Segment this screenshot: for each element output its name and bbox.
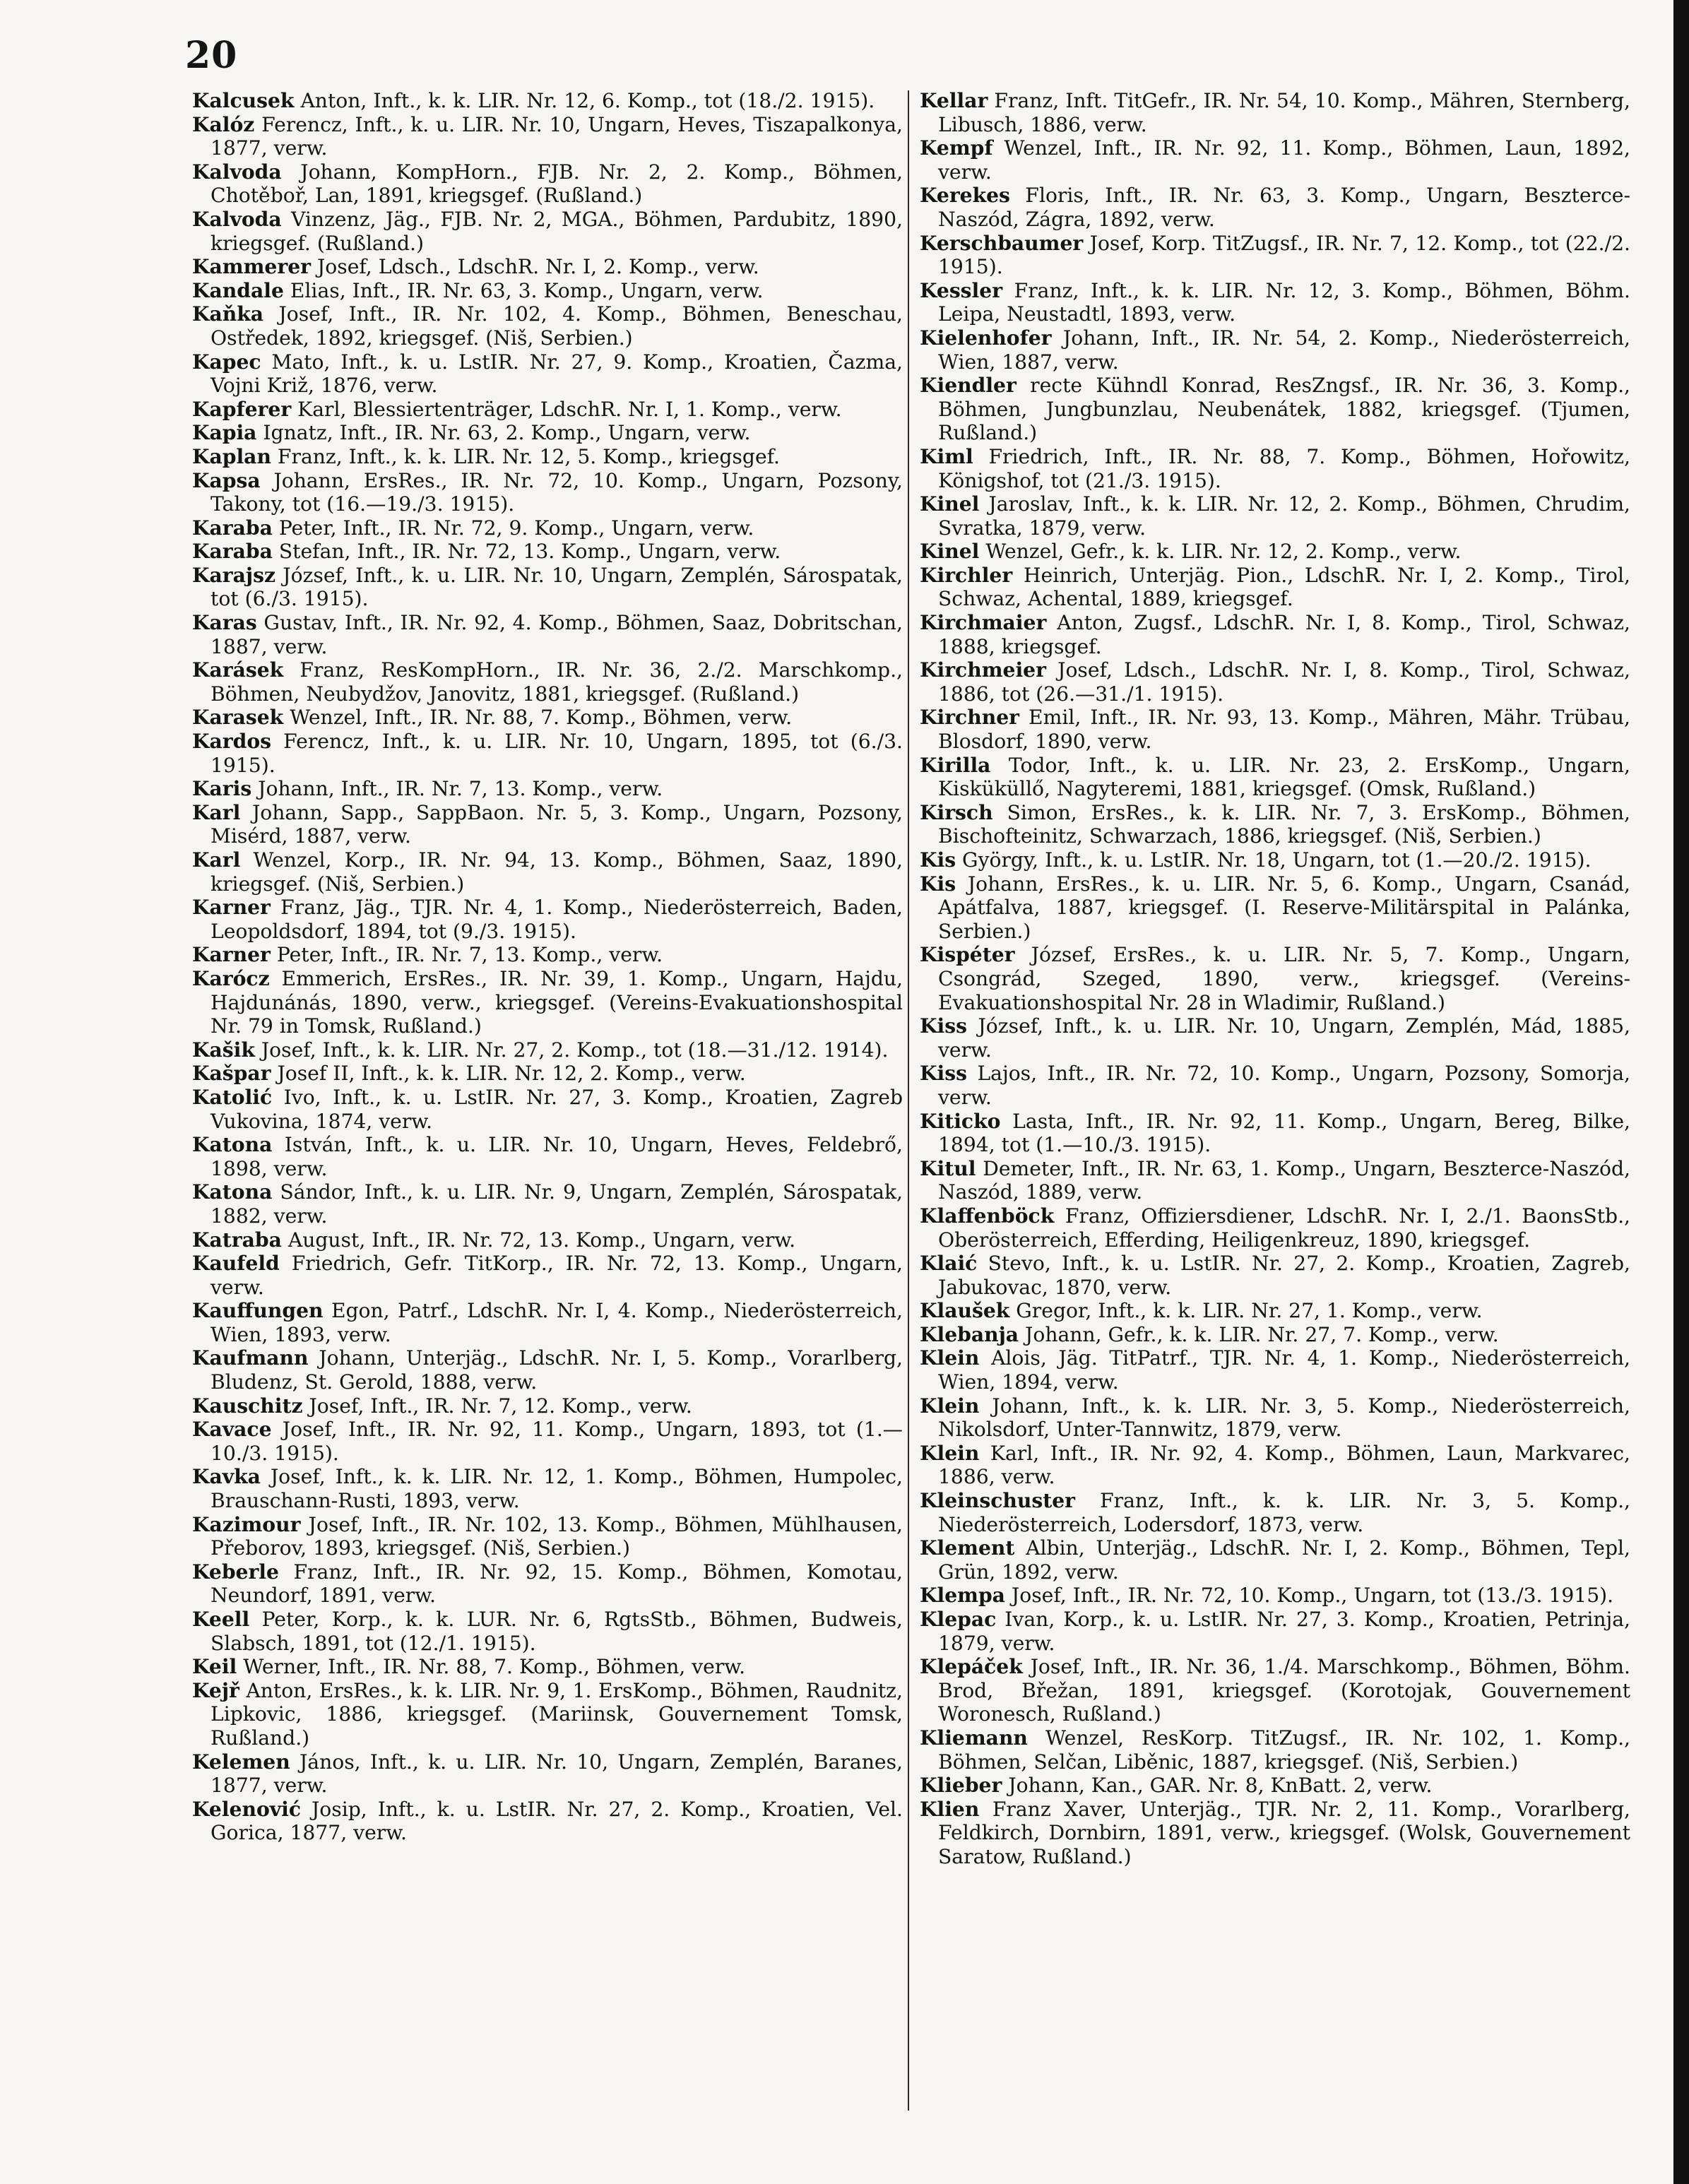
entry-surname: Kinel (920, 492, 980, 516)
entry-details: Anton, ErsRes., k. k. LIR. Nr. 9, 1. ErsKomp., Böhmen, Raudnitz, Lipkovic, 1886, kriegsgef. (Mariinsk, Gouvernement Tomsk, Rußland.) (211, 1678, 903, 1750)
register-entry (920, 89, 1630, 136)
entry-details: Johann, KompHorn., FJB. Nr. 2, 2. Komp., Böhmen, Chotěboř, Lan, 1891, kriegsgef. (Rußland.) (211, 160, 903, 208)
register-entry (192, 1180, 903, 1228)
entry-details: Josef II, Inft., k. k. LIR. Nr. 12, 2. Komp., verw. (277, 1062, 746, 1086)
entry-details: Karl, Blessiertenträger, LdschR. Nr. I, 1. Komp., verw. (297, 397, 842, 421)
register-entry (192, 1133, 903, 1180)
entry-details: Ivo, Inft., k. u. LstIR. Nr. 27, 3. Komp., Kroatien, Zagreb Vukovina, 1874, verw. (211, 1085, 903, 1133)
register-entry (192, 564, 903, 611)
entry-details: Franz, Inft., IR. Nr. 92, 15. Komp., Böhmen, Komotau, Neundorf, 1891, verw. (211, 1560, 903, 1608)
entry-surname: Karas (192, 611, 257, 635)
entry-surname: Klaffenböck (920, 1204, 1055, 1228)
entry-surname: Kalvoda (192, 207, 282, 231)
entry-surname: Karis (192, 777, 252, 801)
register-entry (192, 896, 903, 943)
entry-surname: Klepac (920, 1608, 997, 1631)
entry-details: Emmerich, ErsRes., IR. Nr. 39, 1. Komp., Ungarn, Hajdu, Hajdunánás, 1890, verw., kriegsgef. (Vereins-Evakuationshospital Nr. 79 in Tomsk, Rußland.) (211, 966, 903, 1038)
register-entry (192, 208, 903, 255)
register-entry (920, 848, 1630, 872)
entry-surname: Karásek (192, 658, 284, 682)
entry-details: Egon, Patrf., LdschR. Nr. I, 4. Komp., Niederösterreich, Wien, 1893, verw. (211, 1299, 903, 1346)
entry-surname: Kašik (192, 1038, 255, 1062)
entry-surname: Kiendler (920, 374, 1017, 398)
entry-details: Lasta, Inft., IR. Nr. 92, 11. Komp., Ungarn, Bereg, Bilke, 1894, tot (1.—10./3. 1915). (938, 1109, 1630, 1157)
entry-details: Wenzel, Korp., IR. Nr. 94, 13. Komp., Böhmen, Saaz, 1890, kriegsgef. (Niš, Serbien.) (211, 848, 903, 896)
register-entry (192, 1062, 903, 1086)
entry-details: Simon, ErsRes., k. k. LIR. Nr. 7, 3. ErsKomp., Böhmen, Bischofteinitz, Schwarzach, 1886, kriegsgef. (Niš, Serbien.) (938, 800, 1630, 848)
entry-surname: Kapferer (192, 397, 292, 421)
entry-details: Ferencz, Inft., k. u. LIR. Nr. 10, Ungarn, 1895, tot (6./3. 1915). (211, 730, 903, 777)
register-entry (920, 943, 1630, 1014)
register-entry (192, 1418, 903, 1465)
entry-details: Franz, Jäg., TJR. Nr. 4, 1. Komp., Niederösterreich, Baden, Leopoldsdorf, 1894, tot (9./3. 1915). (211, 896, 903, 943)
right-column (920, 89, 1630, 1869)
entry-details: Johann, Unterjäg., LdschR. Nr. I, 5. Komp., Vorarlberg, Bludenz, St. Gerold, 1888, verw. (211, 1346, 903, 1394)
entry-details: Franz, ResKompHorn., IR. Nr. 36, 2./2. Marschkomp., Böhmen, Neubydžov, Janovitz, 1881, kriegsgef. (Rußland.) (211, 658, 903, 706)
entry-details: János, Inft., k. u. LIR. Nr. 10, Ungarn, Zemplén, Baranes, 1877, verw. (211, 1750, 903, 1798)
register-entry (920, 1252, 1630, 1299)
entry-details: Peter, Inft., IR. Nr. 7, 13. Komp., verw. (276, 943, 663, 967)
entry-details: Ivan, Korp., k. u. LstIR. Nr. 27, 3. Komp., Kroatien, Petrinja, 1879, verw. (938, 1608, 1630, 1655)
entry-details: Johann, Kan., GAR. Nr. 8, KnBatt. 2, verw. (1008, 1774, 1433, 1798)
entry-surname: Kapsa (192, 468, 261, 492)
register-entry (192, 967, 903, 1038)
entry-surname: Karajsz (192, 563, 275, 587)
entry-surname: Kammerer (192, 255, 311, 279)
entry-surname: Karner (192, 943, 271, 967)
entry-surname: Klein (920, 1394, 980, 1418)
entry-surname: Klaušek (920, 1299, 1010, 1323)
entry-details: Josef, Inft., IR. Nr. 92, 11. Komp., Ungarn, 1893, tot (1.—10./3. 1915). (211, 1418, 903, 1465)
entry-details: Mato, Inft., k. u. LstIR. Nr. 27, 9. Komp., Kroatien, Čazma, Vojni Križ, 1876, verw. (211, 350, 903, 398)
entry-surname: Keil (192, 1655, 237, 1679)
register-entry (192, 1086, 903, 1133)
entry-surname: Klien (920, 1797, 980, 1821)
register-entry (920, 445, 1630, 492)
register-entry (920, 1204, 1630, 1252)
entry-details: Wenzel, Inft., IR. Nr. 88, 7. Komp., Böhmen, verw. (290, 706, 793, 730)
register-entry (920, 1608, 1630, 1655)
register-entry (192, 801, 903, 848)
entry-details: József, ErsRes., k. u. LIR. Nr. 5, 7. Komp., Ungarn, Csongrád, Szeged, 1890, verw., kriegsgef. (Vereins-Evakuationshospital Nr. 28 in Wladimir, Rußland.) (938, 943, 1630, 1014)
register-entry (920, 492, 1630, 540)
entry-surname: Katona (192, 1180, 273, 1204)
entry-details: Gregor, Inft., k. k. LIR. Nr. 27, 1. Komp., verw. (1016, 1299, 1483, 1323)
register-entry (192, 516, 903, 540)
entry-surname: Kirchmaier (920, 611, 1047, 635)
entry-details: Johann, Inft., IR. Nr. 7, 13. Komp., verw. (258, 777, 663, 801)
register-entry (920, 1584, 1630, 1608)
entry-surname: Kapec (192, 350, 261, 374)
register-entry (920, 801, 1630, 848)
entry-details: Josef, Inft., k. k. LIR. Nr. 12, 1. Komp., Böhmen, Humpolec, Brauschann-Rusti, 1893, verw. (211, 1465, 903, 1513)
entry-surname: Klieber (920, 1774, 1002, 1798)
entry-surname: Kiml (920, 444, 973, 468)
entry-surname: Kispéter (920, 943, 1015, 967)
entry-details: Franz Xaver, Unterjäg., TJR. Nr. 2, 11. Komp., Vorarlberg, Feldkirch, Dornbirn, 1891, verw., kriegsgef. (Wolsk, Gouvernement Saratow, Rußland.) (938, 1797, 1630, 1868)
entry-surname: Kazimour (192, 1512, 301, 1536)
entry-surname: Kirchmeier (920, 658, 1046, 682)
entry-surname: Keell (192, 1608, 250, 1631)
register-entry (920, 136, 1630, 184)
register-entry (192, 777, 903, 801)
register-entry (192, 1299, 903, 1346)
register-entry (192, 730, 903, 777)
entry-details: Ignatz, Inft., IR. Nr. 63, 2. Komp., Ungarn, verw. (263, 421, 751, 445)
entry-details: Wenzel, ResKorp. TitZugsf., IR. Nr. 102, 1. Komp., Böhmen, Selčan, Liběnic, 1887, kriegsgef. (Niš, Serbien.) (938, 1726, 1630, 1774)
column-divider (908, 90, 909, 2111)
register-entry (920, 564, 1630, 611)
entry-surname: Kelenović (192, 1797, 301, 1821)
entry-surname: Klein (920, 1441, 980, 1465)
entry-surname: Kaňka (192, 302, 264, 326)
entry-details: Franz, Inft., k. k. LIR. Nr. 3, 5. Komp., Niederösterreich, Lodersdorf, 1873, verw. (938, 1489, 1630, 1536)
register-entry (192, 160, 903, 208)
register-entry (192, 350, 903, 398)
register-entry (192, 398, 903, 422)
entry-surname: Kalóz (192, 112, 255, 136)
register-entry (192, 540, 903, 564)
entry-surname: Kirilla (920, 753, 991, 777)
entry-details: Johann, ErsRes., k. u. LIR. Nr. 5, 6. Komp., Ungarn, Csanád, Apátfalva, 1887, kriegsgef. (I. Reserve-Militärspital in Palánka, Serbien.) (938, 872, 1630, 943)
entry-details: Peter, Inft., IR. Nr. 72, 9. Komp., Ungarn, verw. (278, 516, 754, 540)
register-entry (192, 113, 903, 160)
entry-details: Gustav, Inft., IR. Nr. 92, 4. Komp., Böhmen, Saaz, Dobritschan, 1887, verw. (211, 611, 903, 658)
entry-surname: Kirchler (920, 563, 1013, 587)
entry-surname: Kapia (192, 421, 257, 445)
entry-details: Johann, Sapp., SappBaon. Nr. 5, 3. Komp., Ungarn, Pozsony, Misérd, 1887, verw. (211, 800, 903, 848)
entry-surname: Kirchner (920, 706, 1019, 730)
register-entry (920, 1726, 1630, 1774)
entry-details: August, Inft., IR. Nr. 72, 13. Komp., Ungarn, verw. (288, 1228, 796, 1252)
entry-details: Anton, Inft., k. k. LIR. Nr. 12, 6. Komp., tot (18./2. 1915). (300, 89, 875, 112)
register-entry (192, 1228, 903, 1252)
entry-details: Johann, ErsRes., IR. Nr. 72, 10. Komp., Ungarn, Pozsony, Takony, tot (16.—19./3. 1915). (211, 468, 903, 516)
register-entry (192, 1465, 903, 1512)
entry-details: Alois, Jäg. TitPatrf., TJR. Nr. 4, 1. Komp., Niederösterreich, Wien, 1894, verw. (938, 1346, 1631, 1394)
entry-details: Anton, Zugsf., LdschR. Nr. I, 8. Komp., Tirol, Schwaz, 1888, kriegsgef. (938, 611, 1630, 658)
entry-details: Emil, Inft., IR. Nr. 93, 13. Komp., Mähren, Mähr. Trübau, Blosdorf, 1890, verw. (938, 706, 1630, 754)
register-entry (192, 943, 903, 967)
register-entry (192, 1798, 903, 1845)
entry-surname: Kandale (192, 278, 284, 302)
entry-surname: Kleinschuster (920, 1489, 1076, 1513)
entry-details: Vinzenz, Jäg., FJB. Nr. 2, MGA., Böhmen, Pardubitz, 1890, kriegsgef. (Rußland.) (211, 207, 903, 255)
entry-details: Heinrich, Unterjäg. Pion., LdschR. Nr. I, 2. Komp., Tirol, Schwaz, Achental, 1889, kriegsgef. (938, 563, 1630, 611)
entry-details: Franz, Offiziersdiener, LdschR. Nr. I, 2./1. BaonsStb., Oberösterreich, Efferding, Heiligenkreuz, 1890, kriegsgef. (938, 1204, 1630, 1252)
register-entry (192, 421, 903, 445)
entry-surname: Karner (192, 896, 271, 920)
register-entry (192, 1513, 903, 1560)
register-entry (192, 1679, 903, 1750)
register-entry (192, 1346, 903, 1394)
entry-details: Elias, Inft., IR. Nr. 63, 3. Komp., Ungarn, verw. (290, 278, 764, 302)
entry-details: Lajos, Inft., IR. Nr. 72, 10. Komp., Ungarn, Pozsony, Somorja, verw. (938, 1062, 1630, 1109)
entry-surname: Kiss (920, 1062, 967, 1086)
register-entry (920, 326, 1630, 374)
entry-details: Josef, Ldsch., LdschR. Nr. I, 2. Komp., verw. (316, 255, 759, 279)
register-entry (920, 1655, 1630, 1726)
entry-details: Franz, Inft., k. k. LIR. Nr. 12, 3. Komp., Böhmen, Böhm. Leipa, Neustadtl, 1893, verw. (938, 278, 1630, 326)
entry-surname: Kejř (192, 1678, 239, 1702)
entry-surname: Katraba (192, 1228, 282, 1252)
register-entry (920, 374, 1630, 445)
entry-surname: Kessler (920, 278, 1003, 302)
register-entry (920, 540, 1630, 564)
entry-surname: Kavka (192, 1465, 261, 1489)
register-entry (192, 611, 903, 658)
register-entry (920, 279, 1630, 326)
entry-details: Werner, Inft., IR. Nr. 88, 7. Komp., Böhmen, verw. (243, 1655, 746, 1679)
entry-surname: Klepáček (920, 1655, 1023, 1679)
entry-surname: Kardos (192, 730, 271, 754)
register-entry (920, 1774, 1630, 1798)
entry-details: Stefan, Inft., IR. Nr. 72, 13. Komp., Ungarn, verw. (278, 540, 781, 564)
register-entry (920, 1299, 1630, 1323)
entry-surname: Katona (192, 1133, 273, 1157)
register-entry (920, 1062, 1630, 1109)
entry-details: Josef, Inft., IR. Nr. 36, 1./4. Marschkomp., Böhmen, Böhm. Brod, Břežan, 1891, kriegsgef. (Korotojak, Gouvernement Woronesch, Rußland.) (938, 1655, 1630, 1726)
entry-surname: Karl (192, 848, 241, 872)
entry-surname: Karaba (192, 540, 273, 564)
register-entry (920, 1489, 1630, 1536)
register-entry (920, 1798, 1630, 1869)
entry-details: György, Inft., k. u. LstIR. Nr. 18, Ungarn, tot (1.—20./2. 1915). (962, 848, 1592, 872)
entry-surname: Kempf (920, 136, 993, 160)
entry-details: Wenzel, Gefr., k. k. LIR. Nr. 12, 2. Komp., verw. (985, 540, 1462, 564)
register-entry (192, 1655, 903, 1679)
register-entry (920, 872, 1630, 944)
register-entry (920, 1323, 1630, 1347)
entry-surname: Klaić (920, 1252, 978, 1276)
entry-details: József, Inft., k. u. LIR. Nr. 10, Ungarn, Zemplén, Sárospatak, tot (6./3. 1915). (211, 563, 903, 611)
entry-surname: Kiss (920, 1014, 967, 1038)
entry-surname: Katolić (192, 1085, 273, 1109)
entry-surname: Kaplan (192, 444, 271, 468)
register-entry (192, 1608, 903, 1655)
entry-surname: Kis (920, 848, 956, 872)
entry-details: Franz, Inft., k. k. LIR. Nr. 12, 5. Komp., kriegsgef. (277, 444, 781, 468)
entry-details: Franz, Inft. TitGefr., IR. Nr. 54, 10. Komp., Mähren, Sternberg, Libusch, 1886, verw. (938, 89, 1630, 136)
left-column (192, 89, 903, 1845)
page-number: 20 (185, 34, 238, 77)
register-entry (192, 302, 903, 350)
register-entry (920, 1110, 1630, 1157)
register-entry (920, 1157, 1630, 1204)
entry-surname: Kaufmann (192, 1346, 309, 1370)
entry-details: Josef, Inft., IR. Nr. 102, 13. Komp., Böhmen, Mühlhausen, Přeborov, 1893, kriegsgef. (Niš, Serbien.) (211, 1512, 903, 1560)
entry-details: Johann, Inft., k. k. LIR. Nr. 3, 5. Komp., Niederösterreich, Nikolsdorf, Unter-Tannwitz, 1879, verw. (938, 1394, 1630, 1442)
scan-edge (1673, 0, 1689, 2184)
entry-details: Wenzel, Inft., IR. Nr. 92, 11. Komp., Böhmen, Laun, 1892, verw. (938, 136, 1630, 184)
entry-details: István, Inft., k. u. LIR. Nr. 10, Ungarn, Heves, Feldebrő, 1898, verw. (211, 1133, 903, 1180)
register-entry (920, 232, 1630, 279)
entry-details: Josip, Inft., k. u. LstIR. Nr. 27, 2. Komp., Kroatien, Vel. Gorica, 1877, verw. (211, 1797, 903, 1845)
entry-surname: Keberle (192, 1560, 279, 1584)
register-entry (192, 658, 903, 706)
entry-surname: Kerekes (920, 184, 1010, 208)
entry-details: Johann, Gefr., k. k. LIR. Nr. 27, 7. Komp., verw. (1025, 1322, 1499, 1346)
register-entry (920, 611, 1630, 658)
entry-details: Friedrich, Inft., IR. Nr. 88, 7. Komp., Böhmen, Hořowitz, Königshof, tot (21./3. 1915). (938, 444, 1630, 492)
entry-surname: Kinel (920, 540, 980, 564)
entry-details: József, Inft., k. u. LIR. Nr. 10, Ungarn, Zemplén, Mád, 1885, verw. (938, 1014, 1630, 1062)
register-entry (192, 89, 903, 113)
register-entry (192, 1750, 903, 1798)
entry-surname: Karasek (192, 706, 284, 730)
entry-surname: Kašpar (192, 1062, 271, 1086)
register-entry (192, 469, 903, 516)
entry-surname: Kellar (920, 89, 988, 112)
register-entry (920, 658, 1630, 706)
entry-surname: Klein (920, 1346, 980, 1370)
entry-surname: Karócz (192, 966, 270, 990)
entry-details: Karl, Inft., IR. Nr. 92, 4. Komp., Böhmen, Laun, Markvarec, 1886, verw. (938, 1441, 1630, 1489)
entry-surname: Klebanja (920, 1322, 1019, 1346)
register-entry (192, 706, 903, 730)
entry-surname: Kauschitz (192, 1394, 303, 1418)
register-entry (920, 184, 1630, 231)
entry-surname: Kliemann (920, 1726, 1028, 1750)
entry-details: Josef, Inft., IR. Nr. 72, 10. Komp., Ungarn, tot (13./3. 1915). (1011, 1584, 1614, 1608)
entry-details: Jaroslav, Inft., k. k. LIR. Nr. 12, 2. Komp., Böhmen, Chrudim, Svratka, 1879, verw. (938, 492, 1631, 540)
register-entry (192, 1252, 903, 1299)
register-entry (920, 1014, 1630, 1062)
entry-surname: Kis (920, 872, 956, 896)
entry-surname: Kalcusek (192, 89, 295, 112)
entry-details: Josef, Korp. TitZugsf., IR. Nr. 7, 12. Komp., tot (22./2. 1915). (938, 231, 1630, 279)
entry-surname: Kalvoda (192, 160, 282, 184)
entry-surname: Karaba (192, 516, 273, 540)
entry-details: Josef, Inft., k. k. LIR. Nr. 27, 2. Komp., tot (18.—31./12. 1914). (261, 1038, 889, 1062)
register-entry (920, 1536, 1630, 1584)
entry-surname: Kirsch (920, 800, 993, 824)
register-entry (192, 1394, 903, 1418)
entry-details: Sándor, Inft., k. u. LIR. Nr. 9, Ungarn, Zemplén, Sárospatak, 1882, verw. (211, 1180, 903, 1228)
register-entry (920, 1346, 1630, 1394)
entry-details: Peter, Korp., k. k. LUR. Nr. 6, RgtsStb., Böhmen, Budweis, Slabsch, 1891, tot (12./1. 1915). (211, 1608, 903, 1655)
entry-details: Stevo, Inft., k. u. LstIR. Nr. 27, 2. Komp., Kroatien, Zagreb, Jabukovac, 1870, verw. (938, 1252, 1630, 1299)
register-entry (192, 1038, 903, 1062)
register-entry (192, 445, 903, 469)
register-entry (920, 754, 1630, 801)
entry-details: Albin, Unterjäg., LdschR. Nr. I, 2. Komp., Böhmen, Tepl, Grün, 1892, verw. (938, 1536, 1630, 1584)
entry-surname: Kauffungen (192, 1299, 324, 1323)
entry-details: Friedrich, Gefr. TitKorp., IR. Nr. 72, 13. Komp., Ungarn, verw. (211, 1252, 903, 1299)
entry-details: Todor, Inft., k. u. LIR. Nr. 23, 2. ErsKomp., Ungarn, Kisküküllő, Nagyteremi, 1881, kriegsgef. (Omsk, Rußland.) (938, 753, 1630, 801)
entry-surname: Kerschbaumer (920, 231, 1084, 255)
entry-details: Demeter, Inft., IR. Nr. 63, 1. Komp., Ungarn, Beszterce-Naszód, Naszód, 1889, verw. (938, 1156, 1630, 1204)
entry-details: Ferencz, Inft., k. u. LIR. Nr. 10, Ungarn, Heves, Tiszapalkonya, 1877, verw. (211, 112, 903, 160)
entry-surname: Kitul (920, 1156, 976, 1180)
register-entry (192, 1560, 903, 1608)
entry-surname: Kavace (192, 1418, 272, 1442)
register-entry (920, 1442, 1630, 1489)
register-entry (920, 706, 1630, 753)
entry-surname: Klement (920, 1536, 1015, 1560)
entry-surname: Kiticko (920, 1109, 1001, 1133)
entry-details: Josef, Inft., IR. Nr. 7, 12. Komp., verw. (309, 1394, 692, 1418)
entry-surname: Kelemen (192, 1750, 290, 1774)
entry-details: Johann, Inft., IR. Nr. 54, 2. Komp., Niederösterreich, Wien, 1887, verw. (938, 326, 1630, 374)
register-entry (192, 279, 903, 303)
register-entry (192, 255, 903, 279)
entry-details: Floris, Inft., IR. Nr. 63, 3. Komp., Ungarn, Beszterce-Naszód, Zágra, 1892, verw. (938, 184, 1630, 231)
register-entry (192, 848, 903, 896)
entry-surname: Kielenhofer (920, 326, 1052, 350)
entry-surname: Kaufeld (192, 1252, 280, 1276)
entry-surname: Karl (192, 800, 241, 824)
entry-details: Josef, Inft., IR. Nr. 102, 4. Komp., Böhmen, Beneschau, Ostředek, 1892, kriegsgef. (Niš, Serbien.) (211, 302, 903, 350)
entry-surname: Klempa (920, 1584, 1005, 1608)
entry-details: recte Kühndl Konrad, ResZngsf., IR. Nr. 36, 3. Komp., Böhmen, Jungbunzlau, Neubenátek, 1882, kriegsgef. (Tjumen, Rußland.) (938, 374, 1630, 445)
entry-details: Josef, Ldsch., LdschR. Nr. I, 8. Komp., Tirol, Schwaz, 1886, tot (26.—31./1. 1915). (938, 658, 1630, 706)
register-entry (920, 1394, 1630, 1442)
